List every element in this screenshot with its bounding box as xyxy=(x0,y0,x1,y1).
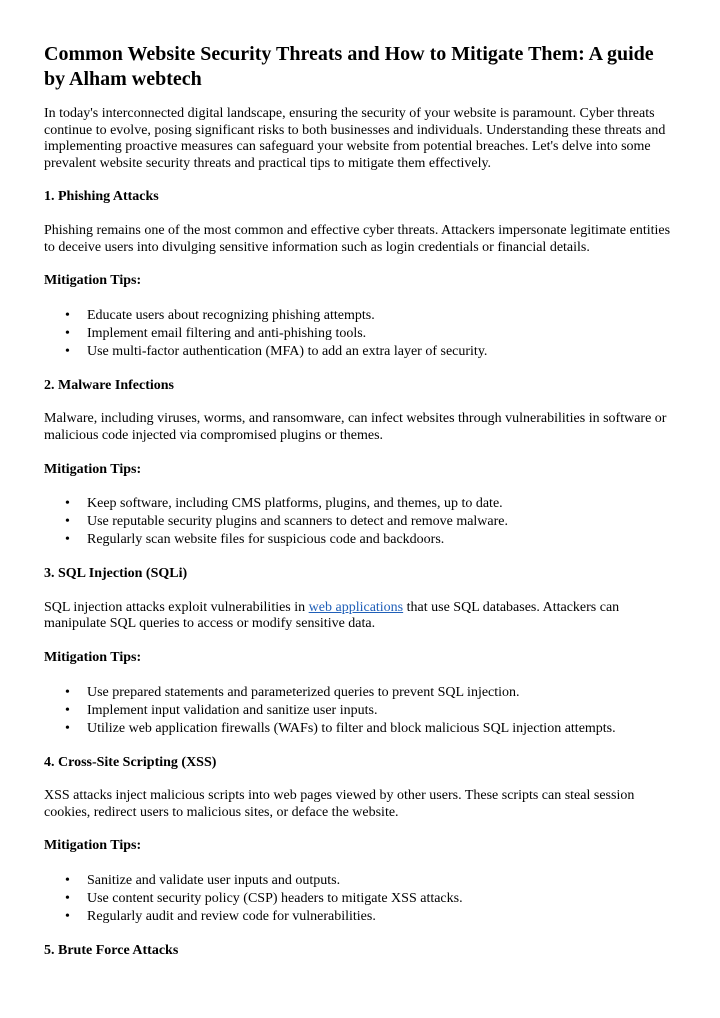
list-item: • Sanitize and validate user inputs and outputs. xyxy=(87,872,676,890)
list-item: • Regularly audit and review code for vulnerabilities. xyxy=(87,908,676,926)
list-item: • Use reputable security plugins and scanners to detect and remove malware. xyxy=(87,513,676,531)
list-item: • Utilize web application firewalls (WAFs) to filter and block malicious SQL injection attempts. xyxy=(87,720,676,738)
tips-list-malware xyxy=(44,495,676,549)
list-item: • Use multi-factor authentication (MFA) to add an extra layer of security. xyxy=(87,343,676,361)
list-item: • Regularly scan website files for suspicious code and backdoors. xyxy=(87,531,676,549)
list-item: • Educate users about recognizing phishing attempts. xyxy=(87,307,676,325)
list-item: • Use prepared statements and parameterized queries to prevent SQL injection. xyxy=(87,684,676,702)
section-heading-xss: 4. Cross-Site Scripting (XSS) xyxy=(44,754,217,770)
list-item: • Use content security policy (CSP) headers to mitigate XSS attacks. xyxy=(87,890,676,908)
mitigation-tips-heading: Mitigation Tips: xyxy=(44,838,142,854)
mitigation-tips-heading: Mitigation Tips: xyxy=(44,649,142,665)
section-heading-phishing: 1. Phishing Attacks xyxy=(44,189,159,205)
page-title: Common Website Security Threats and How to Mitigate Them: A guide by Alham webtech xyxy=(44,43,654,90)
section-body-phishing: Phishing remains one of the most common and effective cyber threats. Attackers impersonate legitimate entities to deceive users into divulging sensitive information such as login credentials or financial details. xyxy=(44,222,671,255)
section-heading-sqli: 3. SQL Injection (SQLi) xyxy=(44,566,188,582)
list-item: • Keep software, including CMS platforms, plugins, and themes, up to date. xyxy=(87,495,676,513)
tips-list-phishing xyxy=(44,307,676,361)
body-text: SQL injection attacks exploit vulnerabilities in xyxy=(44,599,309,615)
tips-list-sqli xyxy=(44,684,676,738)
body-text: that use SQL databases. Attackers can manipulate SQL queries to access or modify sensitive data. xyxy=(44,599,620,632)
section-body-xss: XSS attacks inject malicious scripts into web pages viewed by other users. These scripts can steal session cookies, redirect users to malicious sites, or deface the website. xyxy=(44,788,635,820)
mitigation-tips-heading: Mitigation Tips: xyxy=(44,273,142,289)
mitigation-tips-heading: Mitigation Tips: xyxy=(44,461,142,477)
list-item: • Implement input validation and sanitize user inputs. xyxy=(87,702,676,720)
list-item: • Implement email filtering and anti-phishing tools. xyxy=(87,325,676,343)
tips-list-xss xyxy=(44,872,676,926)
section-body-sqli xyxy=(44,600,676,633)
section-body-malware: Malware, including viruses, worms, and ransomware, can infect websites through vulnerabilities in software or malicious code injected via compromised plugins or themes. xyxy=(44,411,667,443)
section-heading-brute-force: 5. Brute Force Attacks xyxy=(44,942,179,958)
web-applications-link[interactable]: web applications xyxy=(308,599,404,615)
section-heading-malware: 2. Malware Infections xyxy=(44,377,174,393)
intro-paragraph: In today's interconnected digital landscape, ensuring the security of your website is paramount. Cyber threats continue to evolve, posing significant risks to both businesses and individuals. Understanding these threats and implementing proactive measures can safeguard your website from potential breaches. Let's delve into some prevalent website security threats and practical tips to mitigate them effectively. xyxy=(44,106,666,171)
